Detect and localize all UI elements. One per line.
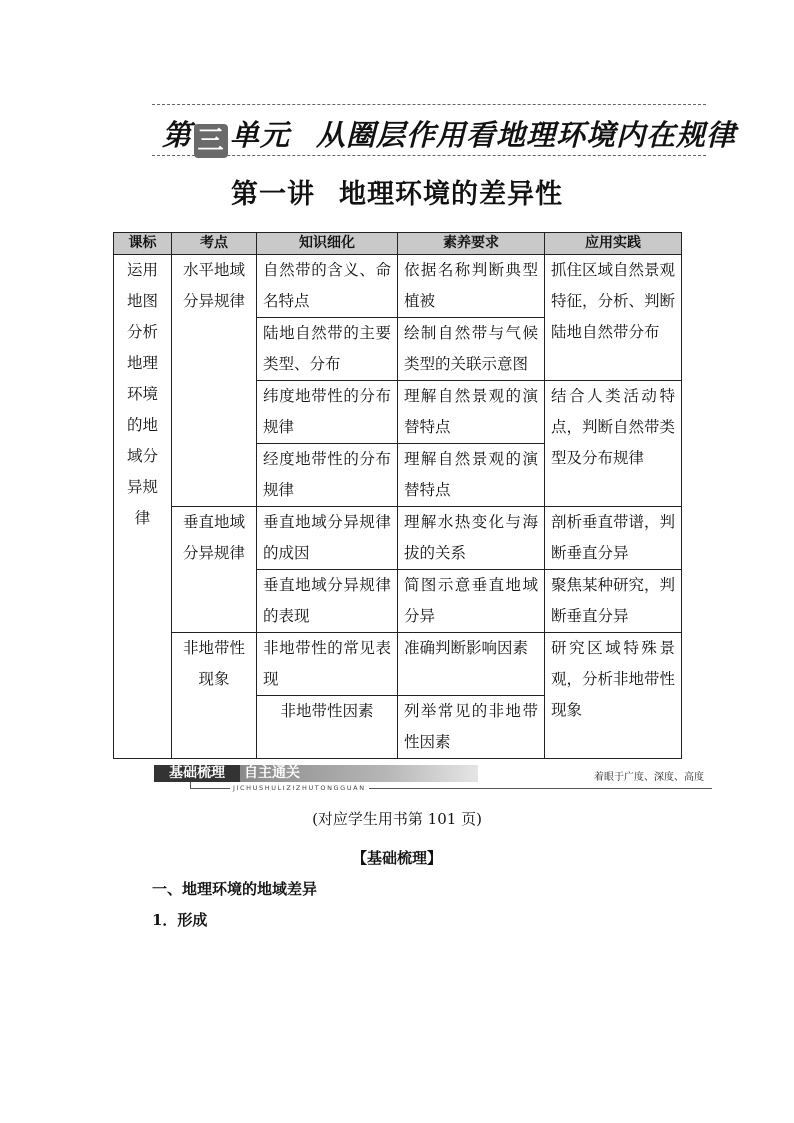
cell-practice: 聚焦某种研究，判断垂直分异 [545, 570, 682, 633]
lecture-name: 地理环境的差异性 [339, 179, 563, 210]
banner-pinyin: JICHUSHULIZIZHUTONGGUAN [230, 784, 369, 792]
topic-text: 水平地域分异规律 [182, 261, 245, 310]
cell-literacy: 列举常见的非地带性因素 [398, 696, 545, 759]
cell-practice: 抓住区域自然景观特征，分析、判断陆地自然带分布 [545, 255, 682, 381]
lecture-number: 第一讲 [231, 179, 315, 210]
cell-topic-vertical [172, 507, 257, 633]
cell-knowledge: 垂直地域分异规律的表现 [257, 570, 398, 633]
banner-dark-label: 基础梳理 [154, 765, 240, 782]
heading-level1: 一、地理环境的地域差异 [152, 880, 318, 898]
cell-literacy: 绘制自然带与气候类型的关联示意图 [398, 318, 545, 381]
topic-text: 非地带性现象 [182, 639, 245, 688]
unit-prefix: 第 [162, 118, 193, 152]
table-row [114, 255, 682, 318]
table-row [114, 507, 682, 570]
header-standard: 课标 [114, 233, 172, 255]
cell-topic-horizontal [172, 255, 257, 507]
cell-literacy: 准确判断影响因素 [398, 633, 545, 696]
topic-text: 垂直地域分异规律 [182, 513, 245, 562]
cell-literacy: 理解水热变化与海拔的关系 [398, 507, 545, 570]
curriculum-table [113, 232, 682, 759]
cell-knowledge: 纬度地带性的分布规律 [257, 381, 398, 444]
table-row [114, 633, 682, 696]
unit-number-badge: 三 [194, 124, 228, 158]
banner-light-label: 自主通关 [240, 765, 478, 782]
cell-literacy: 理解自然景观的演替特点 [398, 381, 545, 444]
standard-text: 运用地图分析地理环境的地域分异规律 [126, 261, 158, 527]
cell-practice: 研究区域特殊景观，分析非地带性现象 [545, 633, 682, 759]
cell-knowledge: 垂直地域分异规律的成因 [257, 507, 398, 570]
cell-topic-azonal [172, 633, 257, 759]
header-literacy: 素养要求 [398, 233, 545, 255]
cell-literacy: 理解自然景观的演替特点 [398, 444, 545, 507]
cell-knowledge: 非地带性因素 [257, 696, 398, 759]
cell-standard [114, 255, 172, 759]
cell-knowledge: 经度地带性的分布规律 [257, 444, 398, 507]
lecture-title [0, 172, 794, 211]
header-topic: 考点 [172, 233, 257, 255]
unit-subtitle: 从圈层作用看地理环境内在规律 [316, 118, 737, 152]
cell-knowledge: 自然带的含义、命名特点 [257, 255, 398, 318]
section-label: 【基础梳理】 [351, 849, 442, 867]
cell-practice: 剖析垂直带谱，判断垂直分异 [545, 507, 682, 570]
section-banner [154, 765, 712, 793]
reference-note: (对应学生用书第 101 页) [312, 810, 482, 828]
header-practice: 应用实践 [545, 233, 682, 255]
unit-suffix: 单元 [230, 118, 291, 152]
unit-title [152, 104, 737, 156]
unit-title-text [162, 113, 736, 158]
cell-literacy: 依据名称判断典型植被 [398, 255, 545, 318]
heading-level2: 1．形成 [152, 911, 208, 929]
header-knowledge: 知识细化 [257, 233, 398, 255]
table-header-row [114, 233, 682, 255]
cell-literacy: 简图示意垂直地域分异 [398, 570, 545, 633]
banner-right-text: 着眼于广度、深度、高度 [594, 772, 704, 783]
cell-knowledge: 陆地自然带的主要类型、分布 [257, 318, 398, 381]
cell-knowledge: 非地带性的常见表现 [257, 633, 398, 696]
cell-practice: 结合人类活动特点，判断自然带类型及分布规律 [545, 381, 682, 507]
